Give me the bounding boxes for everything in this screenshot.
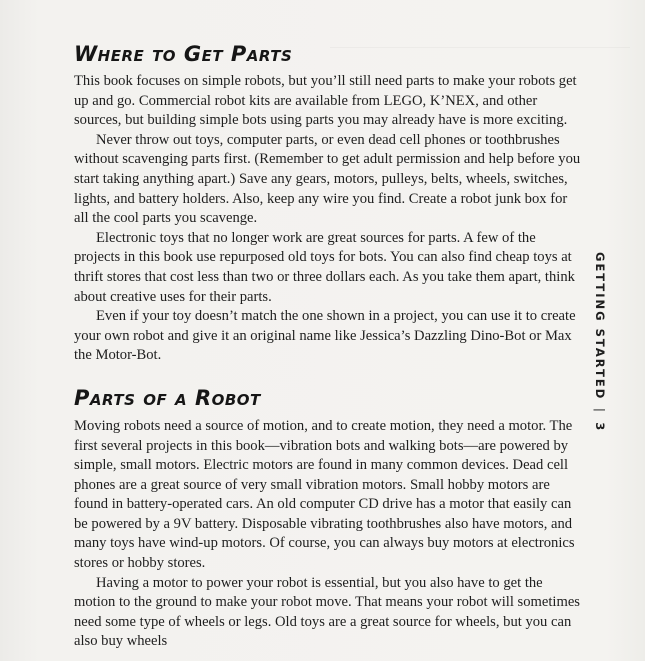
- paragraph: Moving robots need a source of motion, and to create motion, they need a motor. The first several projects in this book—vibration bots and walking bots—are powered by simple, small motors. Electric motors are found in many common devices. Dead cell phones are a great source of very small vibration motors. Small hobby motors are found in battery-operated cars. An old computer CD drive has a motor that easily can be powered by a 9V battery. Disposable vibrating toothbrushes also have motors, and many toys have wind-up motors. Of course, you can always buy motors at electronics stores or hobby stores.: [74, 417, 575, 572]
- section-heading-where-to-get-parts: Where to Get Parts: [74, 42, 293, 66]
- paragraph: This book focuses on simple robots, but you’ll still need parts to make your robots get up and go. Commercial robot kits are available from LEGO, K’NEX, and other sources, but building simple bots using parts you may already have is more exciting.: [74, 73, 577, 129]
- paragraph: Electronic toys that no longer work are great sources for parts. A few of the projects in this book use repurposed old toys for bots. You can also find cheap toys at thrift stores that cost less than two or three dollars each. As you take them apart, think about creative uses for their parts.: [74, 229, 575, 305]
- section-heading-parts-of-a-robot: Parts of a Robot: [74, 385, 261, 410]
- running-section-tab: [593, 252, 607, 432]
- page-content: [74, 40, 582, 652]
- section-tab-separator: |: [593, 408, 607, 415]
- section-tab-label: GETTING STARTED: [593, 252, 607, 401]
- paragraph: Having a motor to power your robot is essential, but you also have to get the motion to the ground to make your robot move. That means your robot will sometimes need some type of wheels or legs. Old toys are a great source for wheels, but you can also buy wheels: [74, 574, 580, 650]
- paragraph: Even if your toy doesn’t match the one shown in a project, you can use it to create your own robot and give it an original name like Jessica’s Dazzling Dino-Bot or Max the Motor-Bot.: [74, 308, 576, 364]
- page-number: 3: [593, 422, 607, 433]
- paragraph: Never throw out toys, computer parts, or even dead cell phones or toothbrushes without scavenging parts first. (Remember to get adult permission and help before you start taking anything apart.) Save any gears, motors, pulleys, belts, wheels, switches, lights, and battery holders. Also, keep any wire you find. Create a robot junk box for all the cool parts you scavenge.: [74, 131, 581, 227]
